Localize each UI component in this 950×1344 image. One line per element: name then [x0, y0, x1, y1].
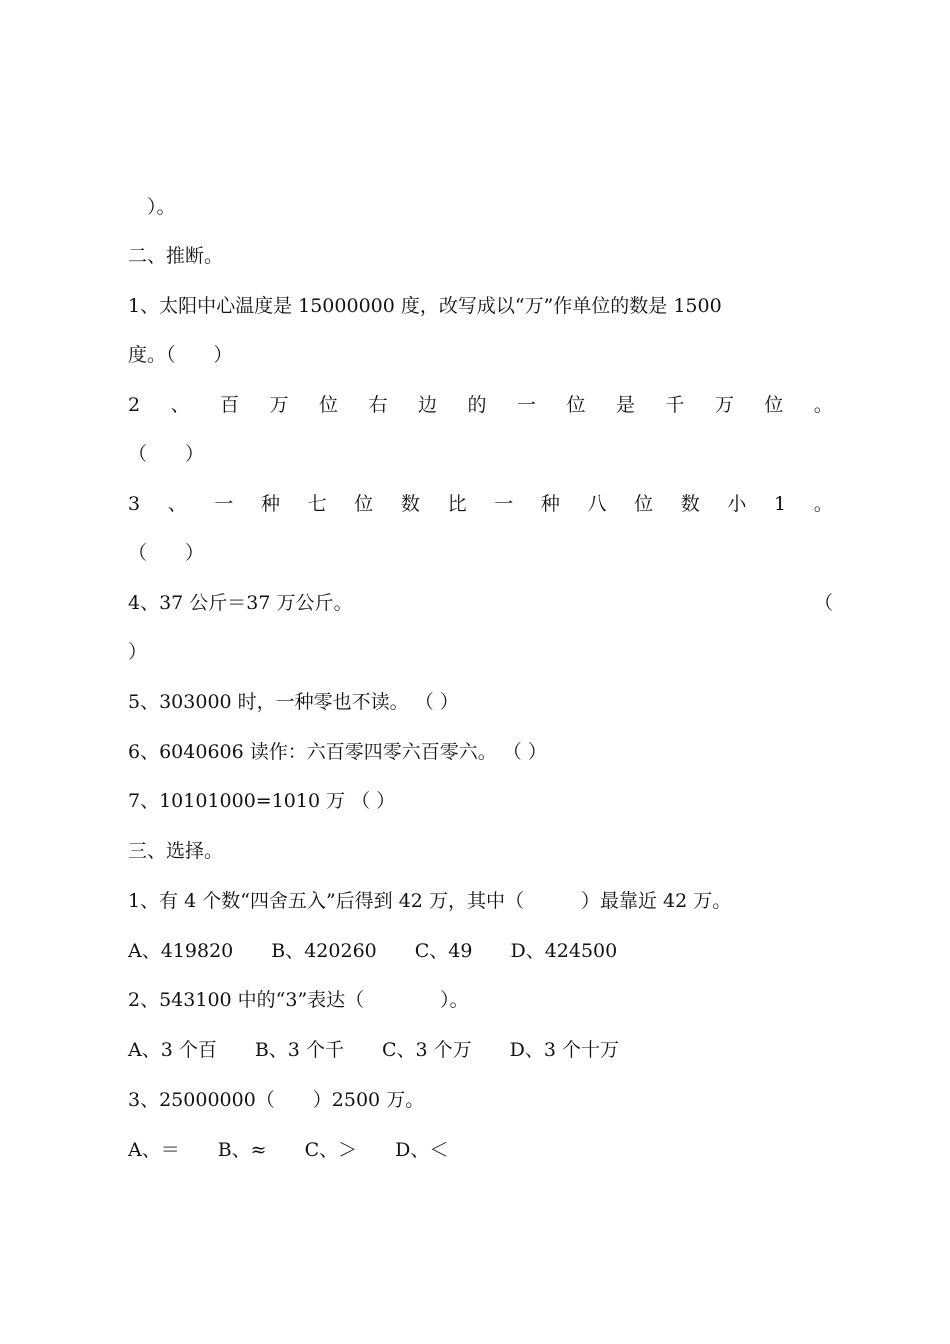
char: 千	[665, 394, 685, 416]
char: 的	[467, 394, 487, 416]
question-3-3: 3、25000000（ ）2500 万。	[128, 1089, 425, 1111]
char: 位	[319, 394, 339, 416]
char: 种	[540, 493, 560, 515]
char: 。	[813, 493, 833, 515]
char: 一	[494, 493, 514, 515]
question-3-1-options: A、419820 B、420260 C、49 D、424500	[128, 940, 618, 962]
question-2-7: 7、10101000=1010 万 （ ）	[128, 790, 396, 812]
section-3-title: 三、选择。	[128, 840, 224, 862]
question-3-3-options: A、＝ B、≈ C、＞ D、＜	[128, 1139, 449, 1161]
char: 一	[516, 394, 536, 416]
question-3-2: 2、543100 中的“3”表达（ ）。	[128, 989, 469, 1011]
char: 百	[220, 394, 240, 416]
question-2-2-line-2: （ ）	[128, 443, 205, 465]
continuation-line: ）。	[128, 196, 176, 218]
question-2-1-line-1: 1、太阳中心温度是 15000000 度，改写成以“万”作单位的数是 1500	[128, 295, 722, 317]
question-2-3-line-2: （ ）	[128, 542, 205, 564]
question-3-1: 1、有 4 个数“四舍五入”后得到 42 万，其中（ ）最靠近 42 万。	[128, 890, 732, 912]
char: 右	[368, 394, 388, 416]
question-2-4-line-2: ）	[128, 641, 148, 663]
char: 八	[587, 493, 607, 515]
char: 位	[566, 394, 586, 416]
char: 数	[680, 493, 700, 515]
question-2-6: 6、6040606 读作：六百零四零六百零六。 （ ）	[128, 741, 547, 763]
char: 位	[634, 493, 654, 515]
char: 边	[417, 394, 437, 416]
char: 1	[774, 493, 787, 515]
char: 数	[400, 493, 420, 515]
char: 七	[307, 493, 327, 515]
char: 万	[714, 394, 734, 416]
char: 是	[615, 394, 635, 416]
char: 种	[261, 493, 281, 515]
question-2-3-line-1	[128, 490, 833, 518]
question-2-5: 5、303000 时，一种零也不读。 （ ）	[128, 691, 459, 713]
char: 比	[447, 493, 467, 515]
question-2-4-open-paren: （	[813, 592, 833, 614]
char: 2	[128, 394, 141, 416]
question-2-4-text: 4、37 公斤＝37 万公斤。	[128, 592, 353, 614]
question-2-2-line-1	[128, 391, 833, 419]
char: 小	[727, 493, 747, 515]
char: 、	[167, 493, 187, 515]
question-2-4-line-1	[128, 589, 833, 617]
char: 、	[170, 394, 190, 416]
char: 。	[813, 394, 833, 416]
char: 位	[764, 394, 784, 416]
question-2-1-line-2: 度。（ ）	[128, 344, 233, 366]
char: 3	[128, 493, 141, 515]
char: 万	[269, 394, 289, 416]
question-3-2-options: A、3 个百 B、3 个千 C、3 个万 D、3 个十万	[128, 1039, 619, 1061]
section-2-title: 二、推断。	[128, 245, 224, 267]
char: 一	[214, 493, 234, 515]
char: 位	[354, 493, 374, 515]
